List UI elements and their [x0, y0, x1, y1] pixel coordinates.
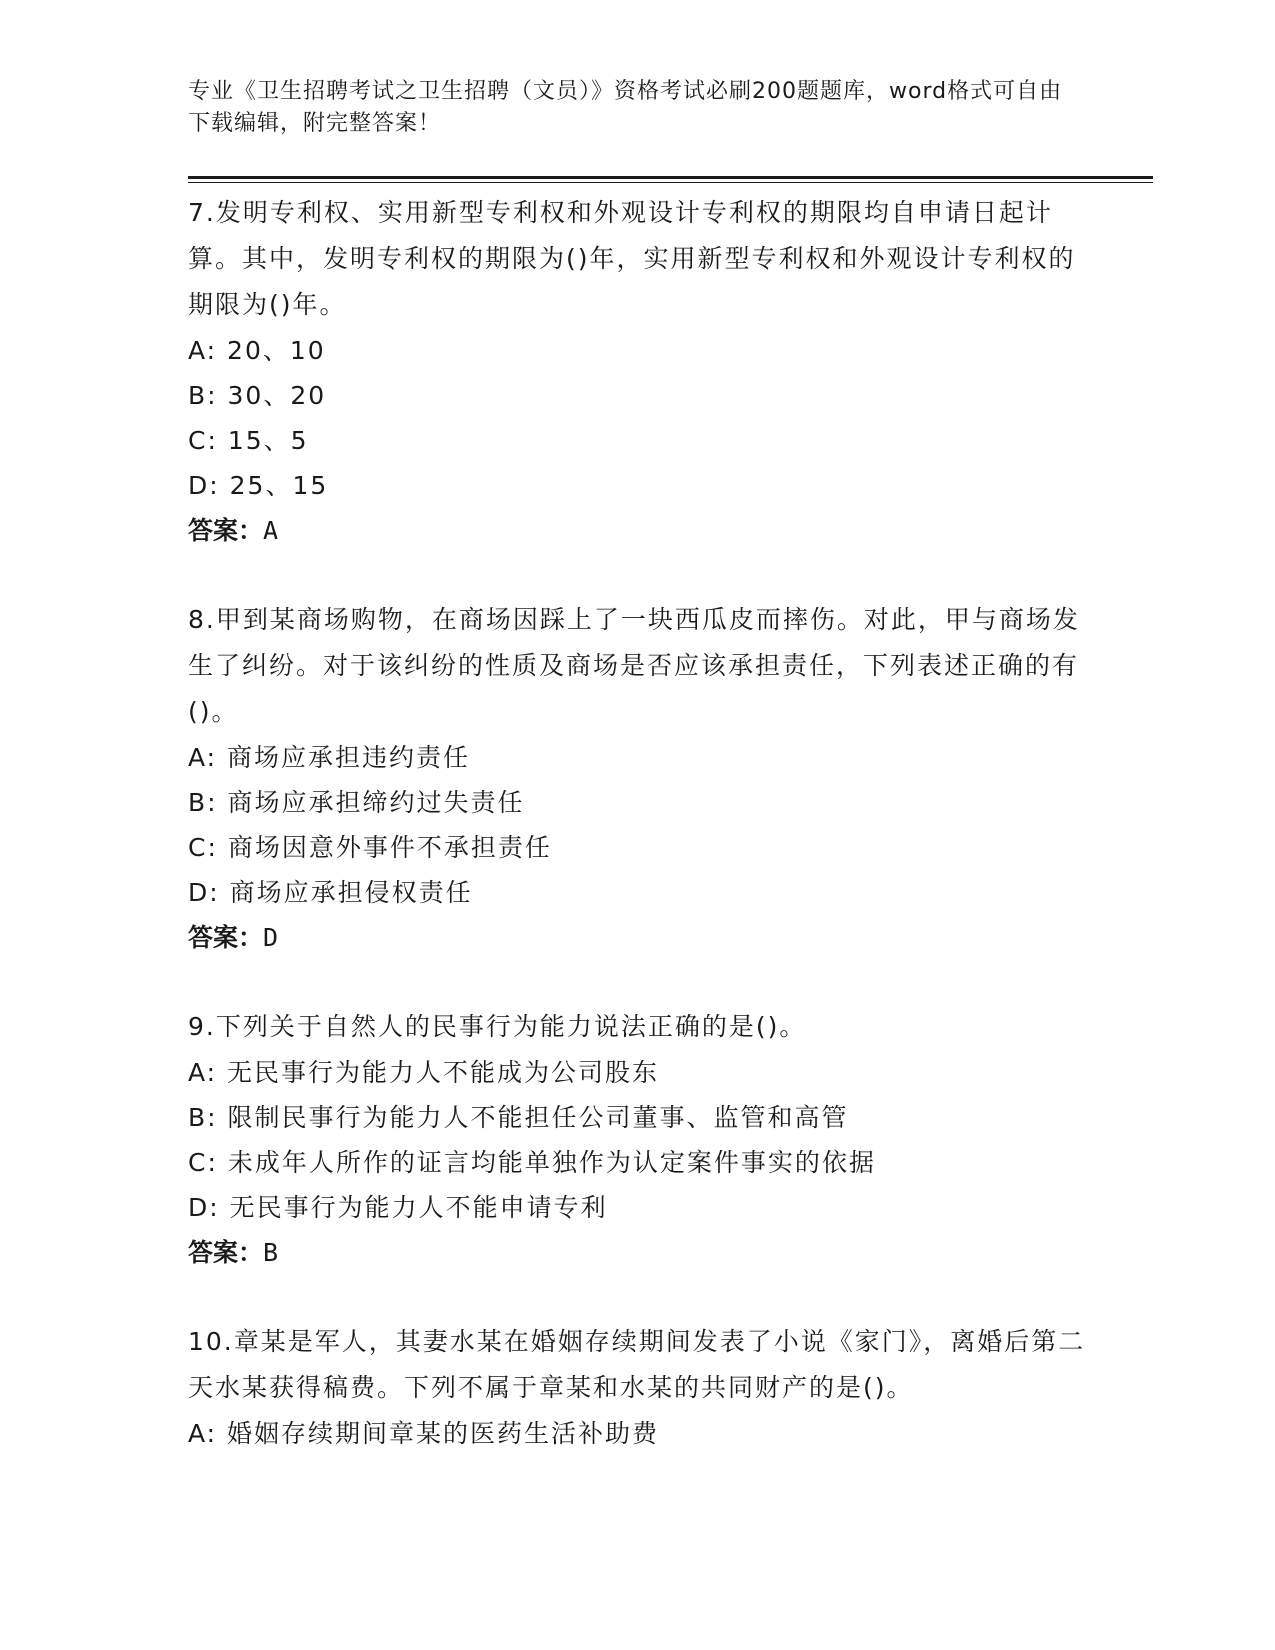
option-key: C:	[188, 426, 218, 455]
option-d	[188, 870, 1088, 915]
answer-value: B	[263, 1238, 279, 1267]
option-key: B:	[188, 1103, 218, 1132]
option-text: 30、20	[227, 381, 327, 410]
option-text: 商场应承担缔约过失责任	[227, 788, 525, 817]
option-key: A:	[188, 336, 218, 365]
option-text: 商场因意外事件不承担责任	[227, 833, 552, 862]
answer-line	[188, 1230, 1088, 1276]
answer-line	[188, 508, 1088, 554]
option-key: C:	[188, 833, 218, 862]
question-9	[188, 1004, 1088, 1276]
option-key: A:	[188, 1058, 218, 1087]
option-c	[188, 825, 1088, 870]
option-b	[188, 1095, 1088, 1140]
option-text: 无民事行为能力人不能成为公司股东	[227, 1058, 660, 1087]
option-d	[188, 1185, 1088, 1230]
option-a	[188, 1050, 1088, 1095]
option-text: 25、15	[229, 471, 329, 500]
option-text: 商场应承担违约责任	[227, 743, 471, 772]
option-key: A:	[188, 1419, 218, 1448]
answer-value: A	[263, 516, 279, 545]
option-text: 商场应承担侵权责任	[229, 878, 473, 907]
header-divider-thin	[188, 182, 1153, 183]
option-key: B:	[188, 788, 218, 817]
option-text: 20、10	[227, 336, 326, 365]
question-10	[188, 1319, 1088, 1456]
answer-label: 答案：	[188, 516, 264, 545]
option-b	[188, 373, 1088, 418]
option-text: 婚姻存续期间章某的医药生活补助费	[227, 1419, 660, 1448]
question-stem: 9.下列关于自然人的民事行为能力说法正确的是()。	[188, 1012, 807, 1041]
answer-line	[188, 915, 1088, 961]
option-text: 15、5	[227, 426, 309, 455]
option-key: D:	[188, 1193, 220, 1222]
answer-label: 答案：	[188, 1238, 264, 1267]
option-a	[188, 328, 1088, 373]
option-key: A:	[188, 743, 218, 772]
option-key: D:	[188, 471, 220, 500]
question-stem: 8.甲到某商场购物，在商场因踩上了一块西瓜皮而摔伤。对此，甲与商场发生了纠纷。对于该纠纷的性质及商场是否应该承担责任，下列表述正确的有()。	[188, 605, 1080, 726]
option-d	[188, 463, 1088, 508]
option-text: 未成年人所作的证言均能单独作为认定案件事实的依据	[227, 1148, 876, 1177]
header-divider-thick	[188, 176, 1153, 179]
option-c	[188, 418, 1088, 463]
option-c	[188, 1140, 1088, 1185]
document-header: 专业《卫生招聘考试之卫生招聘（文员）》资格考试必刷200题题库，word格式可自由下载编辑，附完整答案！	[188, 79, 1063, 136]
option-a	[188, 735, 1088, 780]
question-8	[188, 597, 1088, 961]
option-key: B:	[188, 381, 218, 410]
answer-label: 答案：	[188, 923, 264, 952]
option-key: C:	[188, 1148, 218, 1177]
question-7	[188, 190, 1088, 554]
question-stem: 10.章某是军人，其妻水某在婚姻存续期间发表了小说《家门》，离婚后第二天水某获得稿费。下列不属于章某和水某的共同财产的是()。	[188, 1327, 1086, 1402]
option-b	[188, 780, 1088, 825]
option-text: 限制民事行为能力人不能担任公司董事、监管和高管	[227, 1103, 849, 1132]
question-list	[188, 190, 1088, 1499]
option-key: D:	[188, 878, 220, 907]
option-text: 无民事行为能力人不能申请专利	[229, 1193, 608, 1222]
option-a	[188, 1411, 1088, 1456]
question-stem: 7.发明专利权、实用新型专利权和外观设计专利权的期限均自申请日起计算。其中，发明专利权的期限为()年，实用新型专利权和外观设计专利权的期限为()年。	[188, 198, 1076, 319]
answer-value: D	[263, 923, 279, 952]
